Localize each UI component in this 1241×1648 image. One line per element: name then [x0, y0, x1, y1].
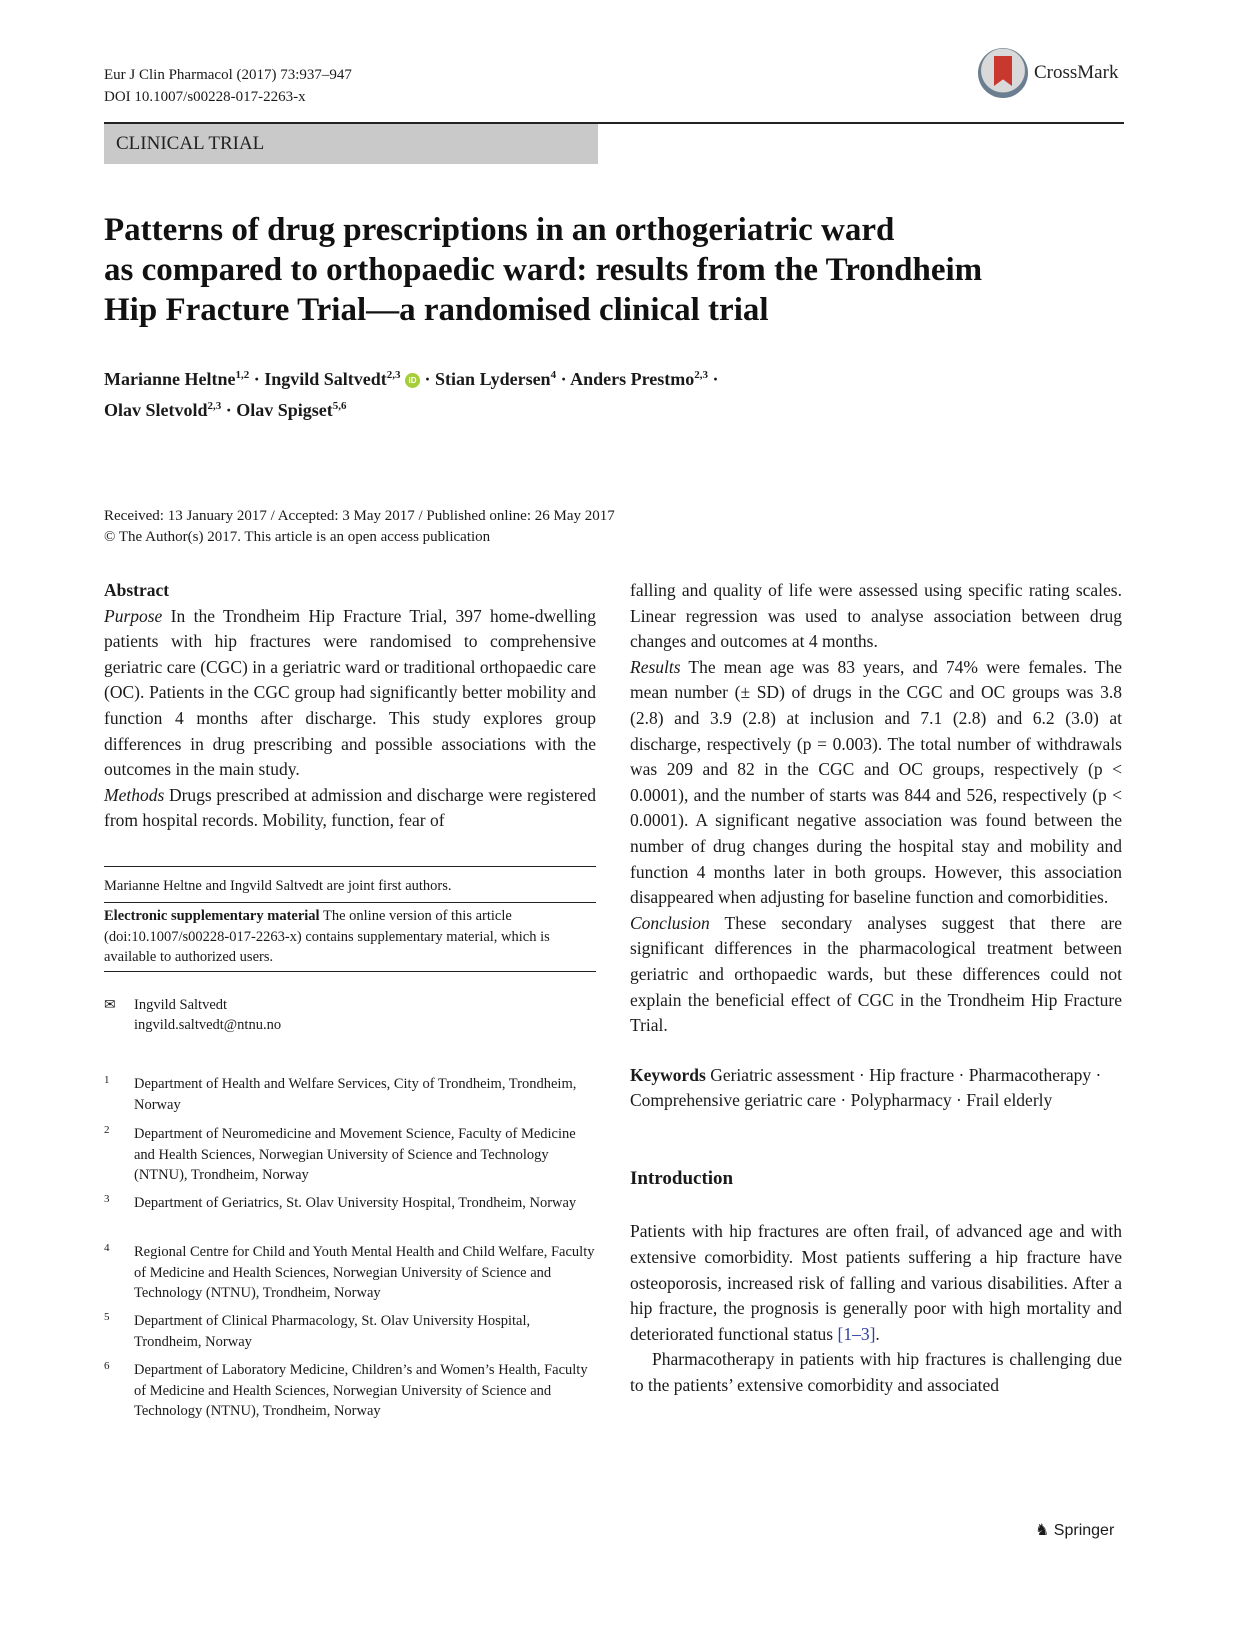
joint-authors-note: Marianne Heltne and Ingvild Saltvedt are joint first authors. [104, 878, 452, 894]
affiliation-text: Department of Neuromedicine and Movement Science, Faculty of Medicine and Health Sciences, Norwegian University of Science and Technology (NTNU), Trondheim, Norway [134, 1126, 576, 1183]
author-list: Marianne Heltne$^{1,2}$ · Ingvild Saltvedt$^{2,3}$ iD · Stian Lydersen$^4$ · Anders Prestmo$^{2,3}$ · Olav Sletvold$^{2,3}$ · Olav Spigset$^{5,6}$ [104, 369, 719, 420]
affiliation-number: 5 [104, 1311, 110, 1323]
affiliation-text: Department of Clinical Pharmacology, St. Olav University Hospital, Trondheim, Norway [134, 1313, 531, 1350]
title-line: Patterns of drug prescriptions in an orthogeriatric ward [104, 212, 895, 248]
affiliation [104, 1193, 596, 1243]
purpose-label: Purpose [104, 605, 163, 626]
author-affil: 1,2 [235, 369, 250, 381]
orcid-icon[interactable]: iD [405, 373, 420, 388]
publisher-logo [1035, 1520, 1114, 1540]
author-name[interactable]: Olav Sletvold [104, 400, 208, 420]
author-affil: 4 [550, 369, 557, 381]
affiliation-number: 1 [104, 1074, 110, 1086]
affiliation [104, 1360, 596, 1430]
affiliation [104, 1124, 596, 1194]
crossmark-badge[interactable] [978, 48, 1128, 104]
journal-citation: Eur J Clin Pharmacol (2017) 73:937–947 [104, 67, 352, 83]
envelope-icon: ✉ [104, 997, 116, 1013]
methods-label: Methods [104, 784, 165, 805]
affiliation-number: 6 [104, 1360, 110, 1372]
author-name[interactable]: Stian Lydersen [435, 369, 551, 389]
author-affil: 2,3 [386, 369, 401, 381]
author-affil: 2,3 [694, 369, 708, 381]
author-name[interactable]: Olav Spigset [236, 400, 333, 420]
conclusion-text: These secondary analyses suggest that there are significant differences in the pharmacological treatment between geriatric and orthopaedic wards, but these differences could not explain the beneficial effect of CGC in the Trondheim Hip Fracture Trial. [630, 912, 1123, 1036]
affiliation-number: 3 [104, 1193, 110, 1205]
article-dates [104, 506, 615, 548]
article-title [104, 210, 1104, 330]
abstract-results [630, 655, 1122, 911]
author-name[interactable]: Ingvild Saltvedt [264, 369, 387, 389]
author-affil: 5,6 [332, 400, 347, 412]
crossmark-icon [978, 48, 1028, 98]
affiliation [104, 1074, 596, 1124]
affiliation-text: Department of Laboratory Medicine, Children’s and Women’s Health, Faculty of Medicine and Health Sciences, Norwegian University of Science and Technology (NTNU), Trondheim, Norway [134, 1362, 588, 1419]
corr-name: Ingvild Saltvedt [134, 997, 228, 1013]
abstract-purpose [104, 604, 596, 783]
section-tag: CLINICAL TRIAL [104, 124, 598, 164]
affiliation-text: Regional Centre for Child and Youth Mental Health and Child Welfare, Faculty of Medicine and Health Sciences, Norwegian University of Science and Technology (NTNU), Trondheim, Norway [134, 1244, 595, 1301]
intro-text: Patients with hip fractures are often frail, of advanced age and with extensive comorbidity. Most patients suffering a hip fracture have osteoporosis, increased risk of falling and various disabilities. After a hip fracture, the prognosis is generally poor with high mortality and deteriorated functional status [630, 1221, 1122, 1344]
author-name[interactable]: Marianne Heltne [104, 369, 236, 389]
affiliation [104, 1242, 596, 1312]
affiliation-number: 4 [104, 1242, 110, 1254]
abstract-conclusion [630, 911, 1122, 1039]
abstract-left [104, 578, 596, 834]
affiliation-text: Department of Geriatrics, St. Olav University Hospital, Trondheim, Norway [134, 1195, 577, 1211]
keywords-text: Geriatric assessment · Hip fracture · Pharmacotherapy · Comprehensive geriatric care · Polypharmacy · Frail elderly [630, 1064, 1102, 1111]
intro-paragraph: Pharmacotherapy in patients with hip fractures is challenging due to the patients’ extensive comorbidity and associated [630, 1349, 1122, 1396]
methods-continued: falling and quality of life were assessed using specific rating scales. Linear regression was used to analyse association between drug changes and outcomes at 4 months. [630, 580, 1122, 652]
author-name[interactable]: Anders Prestmo [570, 369, 695, 389]
intro-paragraph: Patients with hip fractures are often frail, of advanced age and with extensive comorbidity. Most patients suffering a hip fracture have osteoporosis, increased risk of falling and various disabilities. After a hip fracture, the prognosis is generally poor with high mortality and deteriorated functional status [1–3]. [630, 1221, 1122, 1344]
citation-link[interactable]: [1–3] [837, 1323, 876, 1344]
affiliation-text: Department of Health and Welfare Services, City of Trondheim, Trondheim, Norway [134, 1076, 577, 1113]
results-text: The mean age was 83 years, and 74% were females. The mean number (± SD) of drugs in the CGC and OC groups was 3.8 (2.8) and 3.9 (2.8) at inclusion and 7.1 (2.8) and 6.2 (3.0) at discharge, respectively (p = 0.003). The total number of withdrawals was 209 and 82 in the CGC and OC groups, respectively (p < 0.0001), and the number of starts was 844 and 526, respectively (p < 0.0001). A significant negative association was found between the number of drug changes during the hospital stay and mobility and function 4 months later in both groups. However, this association disappeared when adjusting for baseline function and comorbidities. [630, 656, 1122, 908]
footnote-rule [104, 902, 596, 903]
abstract-heading: Abstract [104, 580, 170, 600]
publisher-name: Springer [1053, 1522, 1115, 1539]
results-label: Results [630, 656, 681, 677]
affiliation-number: 2 [104, 1124, 110, 1136]
dates-line: Received: 13 January 2017 / Accepted: 3 May 2017 / Published online: 26 May 2017 [104, 508, 615, 524]
esm-label: Electronic supplementary material [104, 908, 320, 924]
crossmark-label: CrossMark [1034, 62, 1119, 83]
corresponding-author [104, 995, 596, 1033]
copyright-line: © The Author(s) 2017. This article is an open access publication [104, 529, 491, 545]
doi: DOI 10.1007/s00228-017-2263-x [104, 89, 306, 105]
abstract-right [630, 578, 1122, 1399]
keywords [630, 1063, 1122, 1114]
corr-email[interactable]: ingvild.saltvedt@ntnu.no [134, 1017, 282, 1033]
footnote-rule [104, 971, 596, 972]
abstract-methods [104, 783, 596, 834]
journal-meta [104, 64, 352, 108]
footnote-rule [104, 866, 596, 867]
conclusion-label: Conclusion [630, 912, 710, 933]
springer-knight-icon: ♞ [1035, 1520, 1050, 1539]
esm-text: The online version of this article (doi:10.1007/s00228-017-2263-x) contains supplementary material, which is available to authorized users. [104, 908, 550, 965]
methods-text: Drugs prescribed at admission and discharge were registered from hospital records. Mobility, function, fear of [104, 784, 596, 831]
introduction-heading: Introduction [630, 1167, 734, 1189]
keywords-label: Keywords [630, 1064, 706, 1085]
title-line: Hip Fracture Trial—a randomised clinical trial [104, 292, 769, 328]
esm-note [104, 906, 596, 968]
purpose-text: In the Trondheim Hip Fracture Trial, 397 home-dwelling patients with hip fractures were randomised to comprehensive geriatric care (CGC) in a geriatric ward or traditional orthopaedic care (OC). Patients in the CGC group had significantly better mobility and function 4 months after discharge. This study explores group differences in drug prescribing and possible associations with the outcomes in the main study. [104, 605, 596, 780]
author-affil: 2,3 [207, 400, 222, 412]
affiliation [104, 1311, 596, 1361]
title-line: as compared to orthopaedic ward: results from the Trondheim [104, 252, 983, 288]
